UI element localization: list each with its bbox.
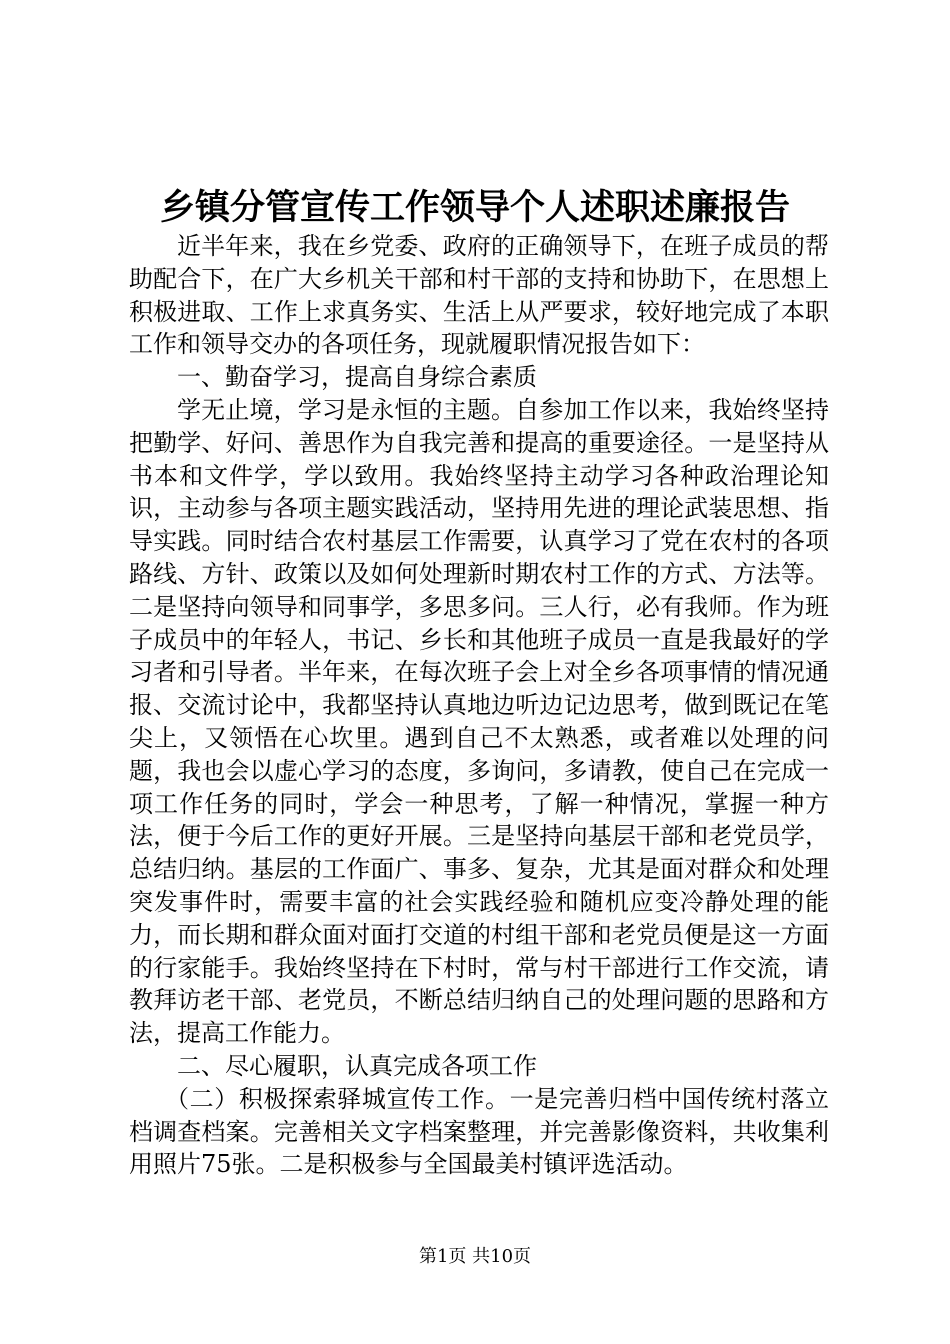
section-1-paragraph: 学无止境，学习是永恒的主题。自参加工作以来，我始终坚持把勤学、好问、善思作为自我完善和提高的重要途径。一是坚持从书本和文件学，学以致用。我始终坚持主动学习各种政治理论知识，主动参与各项主题实践活动，坚持用先进的理论武装思想、指导实践。同时结合农村基层工作需要，认真学习了党在农村的各项路线、方针、政策以及如何处理新时期农村工作的方式、方法等。二是坚持向领导和同事学，多思多问。三人行，必有我师。作为班子成员中的年轻人，书记、乡长和其他班子成员一直是我最好的学习者和引导者。半年来，在每次班子会上对全乡各项事情的情况通报、交流讨论中，我都坚持认真地边听边记边思考，做到既记在笔尖上，又领悟在心坎里。遇到自己不太熟悉，或者难以处理的问题，我也会以虚心学习的态度，多询问，多请教，使自己在完成一项工作任务的同时，学会一种思考，了解一种情况，掌握一种方法，便于今后工作的更好开展。三是坚持向基层干部和老党员学，总结归纳。基层的工作面广、事多、复杂，尤其是面对群众和处理突发事件时，需要丰富的社会实践经验和随机应变冷静处理的能力，而长期和群众面对面打交道的村组干部和老党员便是这一方面的行家能手。我始终坚持在下村时，常与村干部进行工作交流，请教拜访老干部、老党员，不断总结归纳自己的处理问题的思路和方法，提高工作能力。 [129,395,829,1048]
document-body [129,230,829,1181]
page-number-footer: 第1页 共10页 [418,1246,532,1267]
section-heading-1: 一、勤奋学习，提高自身综合素质 [177,363,537,392]
section-heading-2: 二、尽心履职，认真完成各项工作 [177,1051,537,1080]
section-2-paragraph: （二）积极探索驿城宣传工作。一是完善归档中国传统村落立档调查档案。完善相关文字档案整理，并完善影像资料，共收集利用照片75张。二是积极参与全国最美村镇评选活动。 [129,1084,829,1179]
intro-paragraph: 近半年来，我在乡党委、政府的正确领导下，在班子成员的帮助配合下，在广大乡机关干部和村干部的支持和协助下，在思想上积极进取、工作上求真务实、生活上从严要求，较好地完成了本职工作和领导交办的各项任务，现就履职情况报告如下： [129,232,829,359]
document-title: 乡镇分管宣传工作领导个人述职述廉报告 [159,187,790,228]
